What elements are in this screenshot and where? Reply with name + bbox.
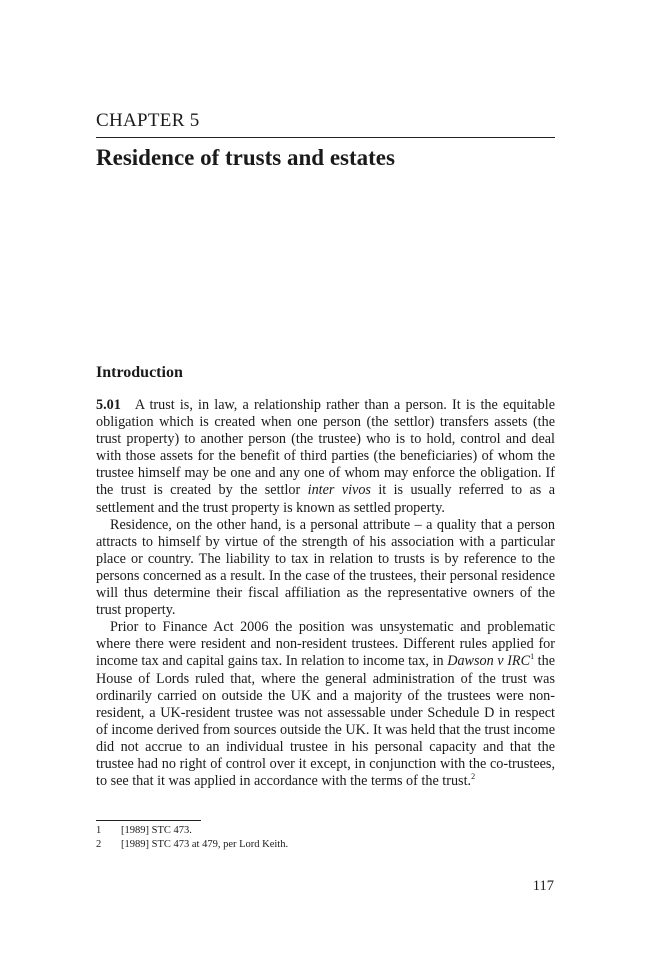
chapter-label: CHAPTER 5 bbox=[96, 110, 200, 131]
paragraph-5-01 bbox=[96, 397, 555, 517]
italic-term: inter vivos bbox=[307, 482, 371, 499]
footnote-number: 2 bbox=[96, 839, 102, 850]
paragraph-text: Residence, on the other hand, is a personal attribute – a quality that a person attracts to himself by virtue of the strength of his association with a particular place or country. The liability to tax in relation to trusts is by reference to the persons concerned as a result. In the case of the trustees, their personal residence will thus determine their fiscal affiliation as the representative owners of the trust property. bbox=[96, 516, 555, 619]
chapter-rule bbox=[96, 137, 555, 138]
footnote-text: [1989] STC 473 at 479, per Lord Keith. bbox=[121, 839, 289, 850]
paragraph-finance-act bbox=[96, 619, 555, 790]
footnotes bbox=[96, 824, 555, 852]
footnote-number: 1 bbox=[96, 825, 102, 836]
chapter-title: Residence of trusts and estates bbox=[96, 145, 395, 170]
paragraph-number: 5.01 bbox=[96, 397, 121, 413]
footnote-ref[interactable]: 1 bbox=[530, 652, 535, 662]
footnote-rule bbox=[96, 820, 201, 821]
paragraph-text: the House of Lords ruled that, where the general administration of the trust was ordinarily carried on outside the UK and a majority of the trustees were non-resident, a UK-resident trustee was not assessable under Schedule D in respect of income derived from sources outside the UK. It was held that the trust income did not accrue to an individual trustee in his personal capacity and that the trustee had no right of control over it except, in conjunction with the co-trustees, to see that it was applied in accordance with the terms of the trust. bbox=[96, 653, 556, 790]
paragraph-text: it is usually referred to as a settlement and the trust property is known as settled property. bbox=[96, 482, 555, 516]
section-heading: Introduction bbox=[96, 364, 183, 381]
footnote-ref[interactable]: 2 bbox=[471, 772, 476, 782]
body-text bbox=[96, 397, 555, 790]
footnote-item bbox=[96, 838, 555, 852]
paragraph-text: Prior to Finance Act 2006 the position was unsystematic and problematic where there were resident and non-resident trustees. Different rules applied for income tax and capital gains tax. In relation to income tax, in bbox=[96, 619, 555, 670]
case-name: Dawson v IRC bbox=[447, 653, 531, 670]
paragraph-residence bbox=[96, 517, 555, 620]
page-number: 117 bbox=[532, 878, 554, 894]
paragraph-text: A trust is, in law, a relationship rather than a person. It is the equitable obligation which is created when one person (the settlor) transfers assets (the trust property) to another person (the trustee) who is to hold, control and deal with those assets for the benefit of third parties (the beneficiaries) of whom the trustee himself may be one and any one of whom may enforce the obligation. If the trust is created by the settlor bbox=[96, 397, 555, 499]
footnote-text: [1989] STC 473. bbox=[121, 825, 192, 836]
footnote-item bbox=[96, 824, 555, 838]
